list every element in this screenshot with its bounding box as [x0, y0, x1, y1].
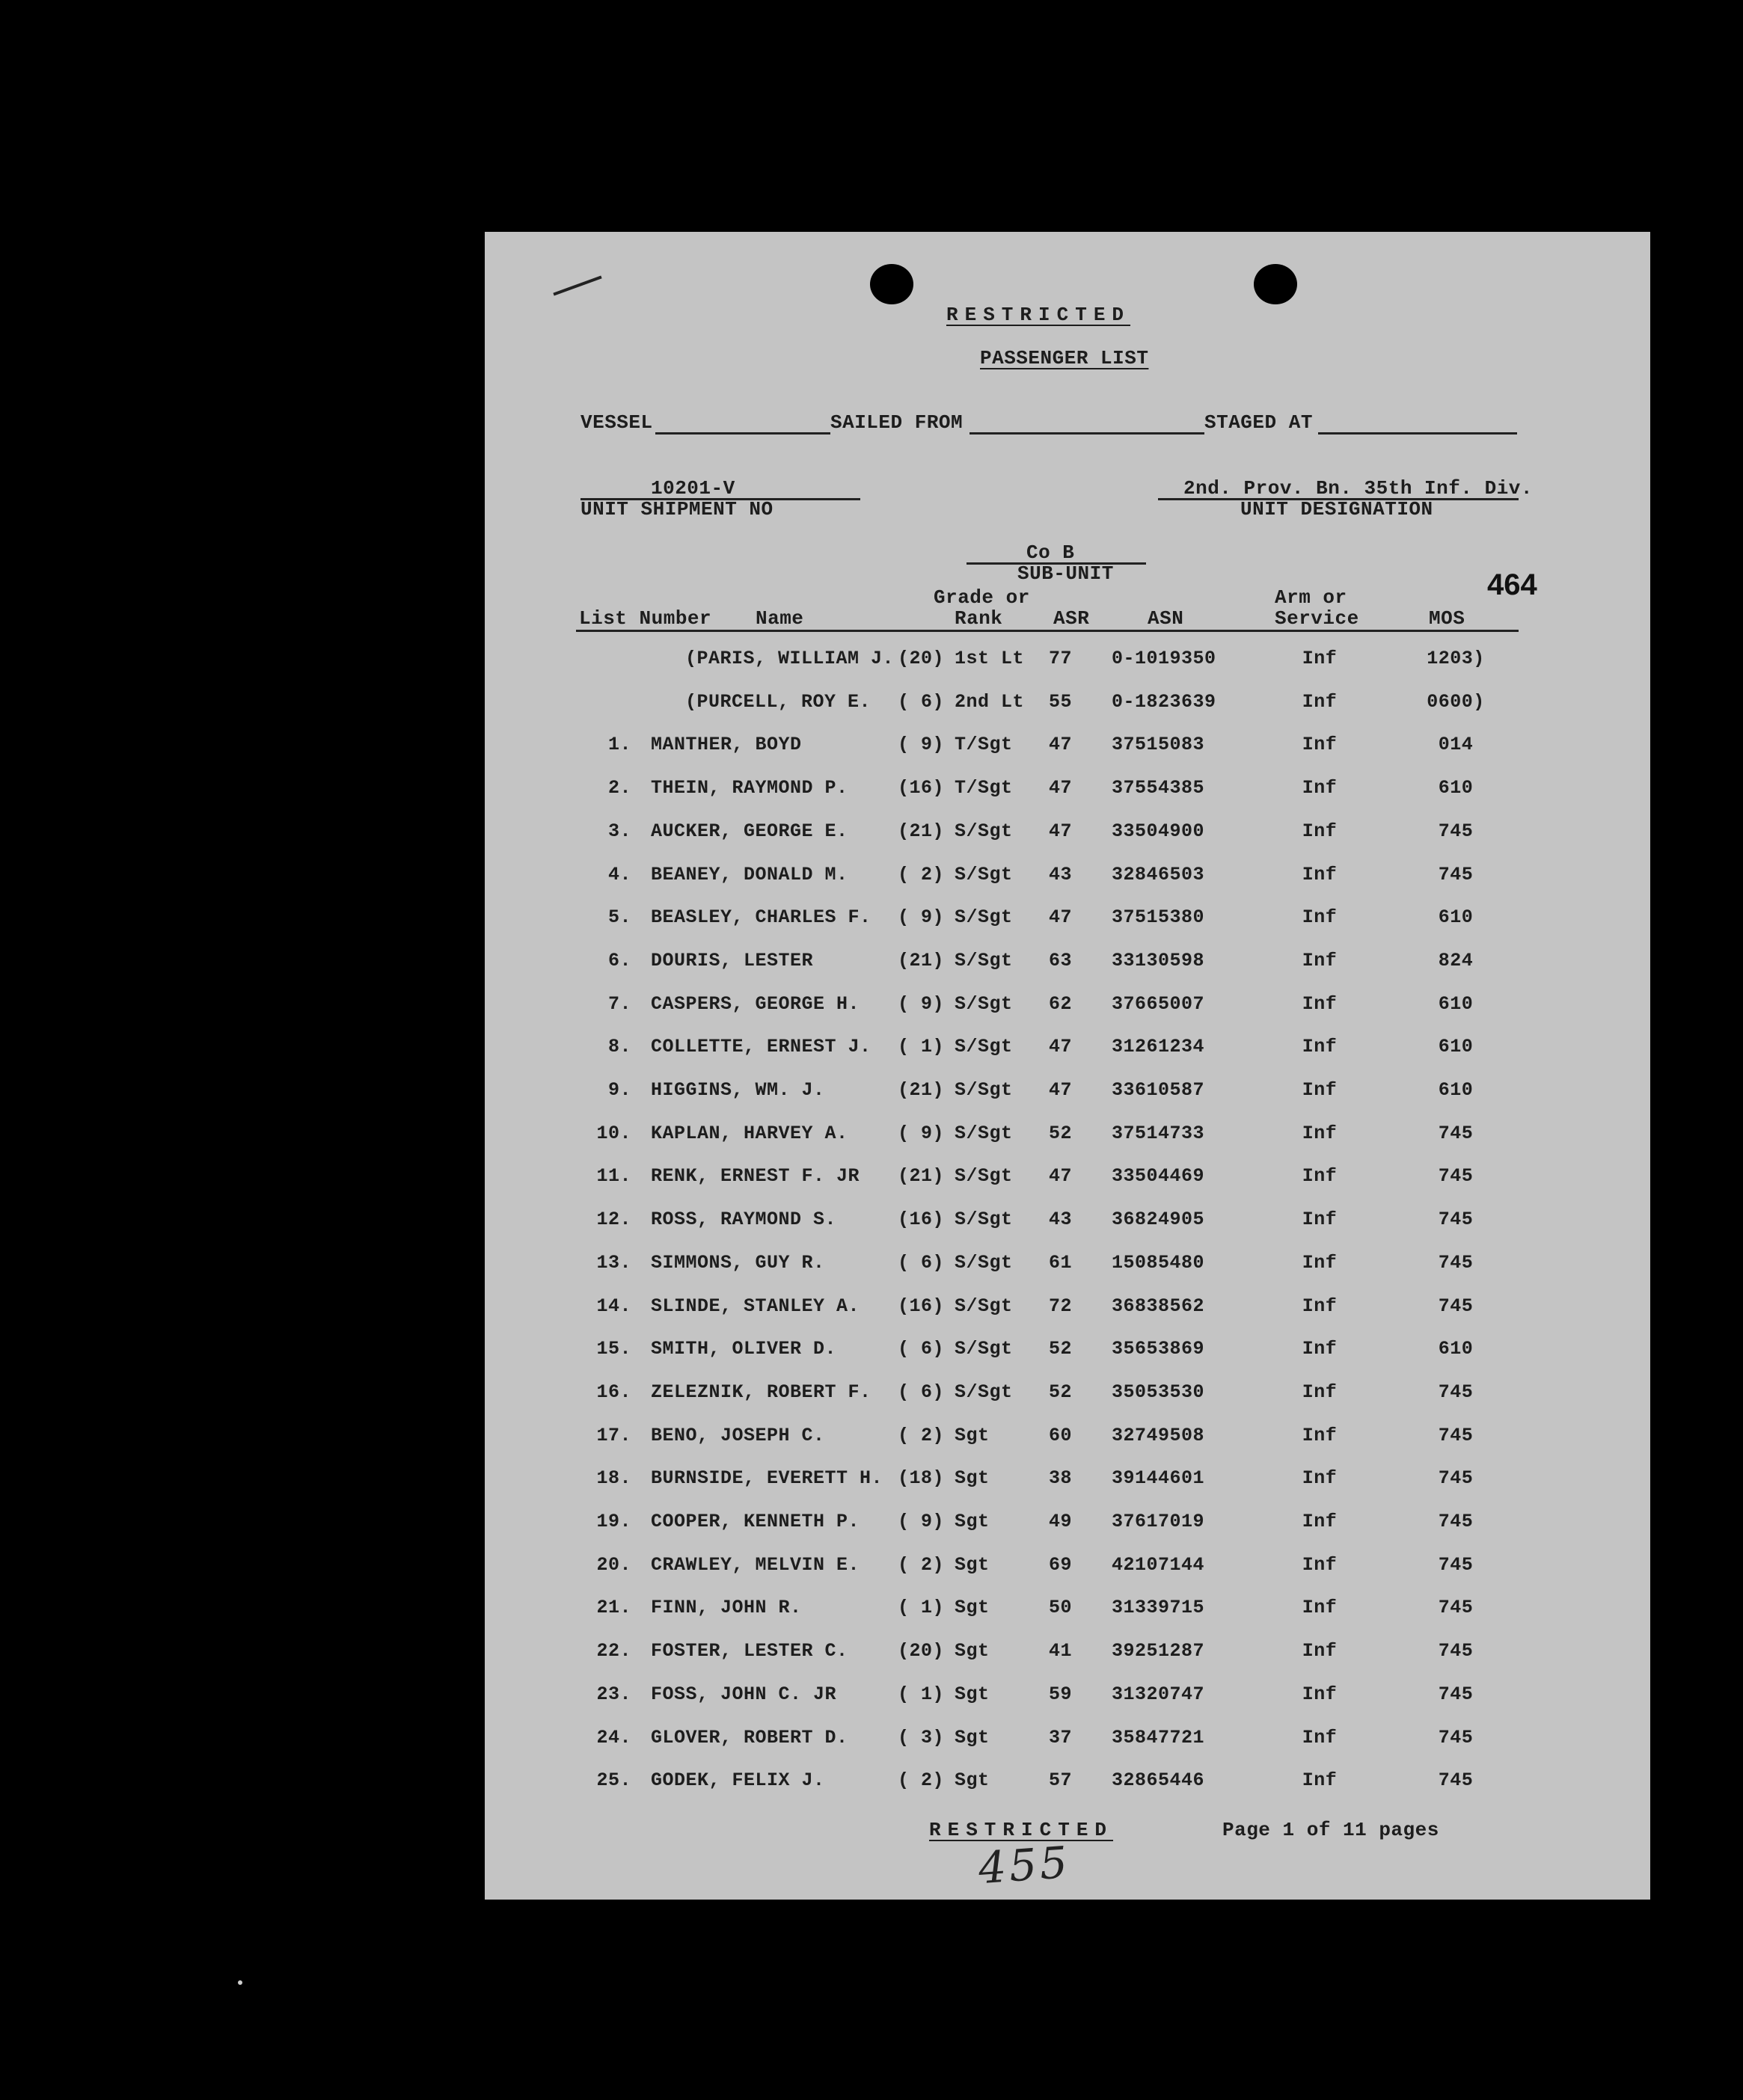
mos-value: 745	[1438, 1424, 1474, 1446]
unit-designation-label: UNIT DESIGNATION	[1240, 498, 1433, 521]
page-info: Page 1 of 11 pages	[1222, 1819, 1439, 1841]
asn-value: 32865446	[1112, 1769, 1205, 1792]
group-code: ( 2)	[898, 1553, 945, 1576]
asn-value: 36838562	[1112, 1295, 1205, 1317]
grade-rank: S/Sgt	[955, 1295, 1013, 1317]
asn-value: 42107144	[1112, 1553, 1205, 1576]
list-number: 4.	[607, 863, 631, 885]
arm-service: Inf	[1302, 1036, 1338, 1058]
list-number: 10.	[596, 1122, 631, 1144]
stray-mark	[553, 275, 601, 295]
list-number: 18.	[596, 1467, 631, 1490]
asr-value: 52	[1049, 1122, 1073, 1144]
grade-rank: Sgt	[955, 1683, 990, 1705]
punch-hole-left	[870, 264, 913, 304]
arm-service: Inf	[1302, 863, 1338, 885]
subunit-label: SUB-UNIT	[1017, 562, 1114, 585]
grade-rank: Sgt	[955, 1467, 990, 1490]
col-mos: MOS	[1429, 607, 1465, 630]
grade-rank: S/Sgt	[955, 1079, 1013, 1101]
col-arm-line1: Arm or	[1275, 586, 1347, 609]
group-code: (18)	[898, 1467, 945, 1490]
grade-rank: S/Sgt	[955, 1036, 1013, 1058]
grade-rank: S/Sgt	[955, 1338, 1013, 1360]
mos-value: 610	[1438, 1036, 1474, 1058]
group-code: ( 9)	[898, 906, 945, 929]
arm-service: Inf	[1302, 1122, 1338, 1144]
passenger-name: CRAWLEY, MELVIN E.	[651, 1553, 860, 1576]
asr-value: 69	[1049, 1553, 1073, 1576]
grade-rank: S/Sgt	[955, 820, 1013, 842]
mos-value: 745	[1438, 1381, 1474, 1403]
film-speck	[238, 1980, 242, 1985]
mos-value: 745	[1438, 1251, 1474, 1274]
asr-value: 47	[1049, 1079, 1073, 1101]
staged-at-blank	[1318, 432, 1517, 435]
arm-service: Inf	[1302, 777, 1338, 799]
mos-value: 610	[1438, 906, 1474, 929]
arm-service: Inf	[1302, 1424, 1338, 1446]
list-number: 23.	[596, 1683, 631, 1705]
handwritten-number: 455	[976, 1836, 1072, 1894]
col-name: Name	[756, 607, 804, 630]
passenger-name: GLOVER, ROBERT D.	[651, 1726, 848, 1749]
passenger-name: AUCKER, GEORGE E.	[651, 820, 848, 842]
passenger-name: SLINDE, STANLEY A.	[651, 1295, 860, 1317]
asr-value: 52	[1049, 1381, 1073, 1403]
asr-value: 47	[1049, 1036, 1073, 1058]
col-grade-line1: Grade or	[934, 586, 1030, 609]
grade-rank: S/Sgt	[955, 1165, 1013, 1188]
arm-service: Inf	[1302, 1209, 1338, 1231]
asn-value: 31261234	[1112, 1036, 1205, 1058]
asn-value: 31339715	[1112, 1597, 1205, 1619]
mos-value: 745	[1438, 1640, 1474, 1662]
passenger-name: FINN, JOHN R.	[651, 1597, 802, 1619]
grade-rank: S/Sgt	[955, 949, 1013, 971]
mos-value: 745	[1438, 1295, 1474, 1317]
sailed-from-label: SAILED FROM	[830, 411, 964, 434]
group-code: ( 2)	[898, 1769, 945, 1792]
arm-service: Inf	[1302, 820, 1338, 842]
list-number: 8.	[607, 1036, 631, 1058]
asr-value: 49	[1049, 1511, 1073, 1532]
asr-value: 61	[1049, 1251, 1073, 1274]
list-number: 12.	[596, 1209, 631, 1231]
list-number: 5.	[607, 906, 631, 929]
arm-service: Inf	[1302, 906, 1338, 929]
passenger-name: ROSS, RAYMOND S.	[651, 1209, 837, 1231]
asr-value: 43	[1049, 1209, 1073, 1231]
passenger-name: GODEK, FELIX J.	[651, 1769, 825, 1792]
arm-service: Inf	[1302, 1640, 1338, 1662]
arm-service: Inf	[1302, 1338, 1338, 1360]
mos-value: 745	[1438, 1165, 1474, 1188]
grade-rank: Sgt	[955, 1553, 990, 1576]
grade-rank: Sgt	[955, 1640, 990, 1662]
grade-rank: S/Sgt	[955, 1381, 1013, 1403]
passenger-name: FOSS, JOHN C. JR	[651, 1683, 837, 1705]
group-code: ( 1)	[898, 1036, 945, 1058]
list-number: 14.	[596, 1295, 631, 1317]
document-title: PASSENGER LIST	[980, 347, 1149, 369]
mos-value: 745	[1438, 1511, 1474, 1532]
grade-rank: Sgt	[955, 1769, 990, 1792]
grade-rank: S/Sgt	[955, 906, 1013, 929]
grade-rank: S/Sgt	[955, 863, 1013, 885]
arm-service: Inf	[1302, 1683, 1338, 1705]
group-code: ( 6)	[898, 1381, 945, 1403]
list-number: 20.	[596, 1553, 631, 1576]
asn-value: 33130598	[1112, 949, 1205, 971]
asr-value: 41	[1049, 1640, 1073, 1662]
grade-rank: 1st Lt	[955, 648, 1025, 669]
col-asn: ASN	[1148, 607, 1184, 630]
group-code: ( 3)	[898, 1726, 945, 1749]
grade-rank: S/Sgt	[955, 1251, 1013, 1274]
group-code: ( 9)	[898, 734, 945, 756]
asr-value: 37	[1049, 1726, 1073, 1749]
arm-service: Inf	[1302, 1381, 1338, 1403]
group-code: ( 9)	[898, 992, 945, 1015]
passenger-name: (PURCELL, ROY E.	[685, 690, 872, 713]
group-code: (21)	[898, 820, 945, 842]
col-list-number: List Number	[579, 607, 712, 630]
asn-value: 15085480	[1112, 1251, 1205, 1274]
asn-value: 31320747	[1112, 1683, 1205, 1705]
asn-value: 0-1019350	[1112, 648, 1216, 669]
list-number: 9.	[607, 1079, 631, 1101]
list-number: 25.	[596, 1769, 631, 1792]
asr-value: 57	[1049, 1769, 1073, 1792]
group-code: ( 6)	[898, 690, 945, 713]
mos-value: 745	[1438, 863, 1474, 885]
asn-value: 35053530	[1112, 1381, 1205, 1403]
unit-designation-value: 2nd. Prov. Bn. 35th Inf. Div.	[1183, 477, 1533, 500]
passenger-name: BEANEY, DONALD M.	[651, 863, 848, 885]
stamp-number: 464	[1487, 568, 1537, 601]
arm-service: Inf	[1302, 1726, 1338, 1749]
list-number: 1.	[607, 734, 631, 756]
group-code: ( 6)	[898, 1338, 945, 1360]
mos-value: 745	[1438, 1553, 1474, 1576]
asr-value: 43	[1049, 863, 1073, 885]
mos-value: 014	[1438, 734, 1474, 756]
group-code: ( 9)	[898, 1122, 945, 1144]
group-code: (20)	[898, 648, 945, 669]
mos-value: 610	[1438, 1338, 1474, 1360]
arm-service: Inf	[1302, 992, 1338, 1015]
shipment-no-label: UNIT SHIPMENT NO	[581, 498, 774, 521]
col-grade-line2: Rank	[955, 607, 1003, 630]
grade-rank: S/Sgt	[955, 1122, 1013, 1144]
arm-service: Inf	[1302, 1467, 1338, 1490]
passenger-name: BURNSIDE, EVERETT H.	[651, 1467, 883, 1490]
asr-value: 38	[1049, 1467, 1073, 1490]
vessel-label: VESSEL	[581, 411, 653, 434]
grade-rank: 2nd Lt	[955, 690, 1025, 713]
mos-value: 745	[1438, 1209, 1474, 1231]
mos-value: 745	[1438, 1467, 1474, 1490]
group-code: ( 1)	[898, 1683, 945, 1705]
asr-value: 50	[1049, 1597, 1073, 1619]
passenger-name: CASPERS, GEORGE H.	[651, 992, 860, 1015]
asn-value: 0-1823639	[1112, 690, 1216, 713]
arm-service: Inf	[1302, 690, 1338, 713]
passenger-name: KAPLAN, HARVEY A.	[651, 1122, 848, 1144]
grade-rank: Sgt	[955, 1511, 990, 1532]
asn-value: 37554385	[1112, 777, 1205, 799]
grade-rank: Sgt	[955, 1597, 990, 1619]
mos-value: 0600)	[1427, 690, 1485, 713]
group-code: ( 2)	[898, 863, 945, 885]
staged-at-label: STAGED AT	[1204, 411, 1313, 434]
asr-value: 47	[1049, 1165, 1073, 1188]
passenger-name: DOURIS, LESTER	[651, 949, 814, 971]
passenger-name: FOSTER, LESTER C.	[651, 1640, 848, 1662]
mos-value: 610	[1438, 1079, 1474, 1101]
list-number: 3.	[607, 820, 631, 842]
group-code: ( 9)	[898, 1511, 945, 1532]
arm-service: Inf	[1302, 1769, 1338, 1792]
vessel-blank	[655, 432, 830, 435]
arm-service: Inf	[1302, 1511, 1338, 1532]
list-number: 2.	[607, 777, 631, 799]
asr-value: 47	[1049, 820, 1073, 842]
mos-value: 610	[1438, 992, 1474, 1015]
asr-value: 60	[1049, 1424, 1073, 1446]
arm-service: Inf	[1302, 949, 1338, 971]
group-code: (21)	[898, 1165, 945, 1188]
sailed-from-blank	[969, 432, 1204, 435]
asn-value: 36824905	[1112, 1209, 1205, 1231]
mos-value: 824	[1438, 949, 1474, 971]
col-asr: ASR	[1053, 607, 1090, 630]
asr-value: 59	[1049, 1683, 1073, 1705]
group-code: (21)	[898, 1079, 945, 1101]
document-page	[485, 232, 1650, 1900]
list-number: 19.	[596, 1511, 631, 1532]
list-number: 22.	[596, 1640, 631, 1662]
group-code: ( 1)	[898, 1597, 945, 1619]
passenger-name: MANTHER, BOYD	[651, 734, 802, 756]
subunit-value: Co B	[1026, 541, 1075, 564]
grade-rank: S/Sgt	[955, 992, 1013, 1015]
arm-service: Inf	[1302, 1295, 1338, 1317]
asn-value: 39144601	[1112, 1467, 1205, 1490]
list-number: 13.	[596, 1251, 631, 1274]
mos-value: 745	[1438, 1122, 1474, 1144]
shipment-no-value: 10201-V	[651, 477, 735, 500]
restricted-footer: RESTRICTED	[929, 1819, 1114, 1841]
group-code: (16)	[898, 777, 945, 799]
mos-value: 745	[1438, 820, 1474, 842]
list-number: 16.	[596, 1381, 631, 1403]
group-code: (20)	[898, 1640, 945, 1662]
mos-value: 745	[1438, 1597, 1474, 1619]
arm-service: Inf	[1302, 734, 1338, 756]
passenger-name: RENK, ERNEST F. JR	[651, 1165, 860, 1188]
mos-value: 745	[1438, 1683, 1474, 1705]
passenger-name: (PARIS, WILLIAM J.	[685, 648, 895, 669]
list-number: 15.	[596, 1338, 631, 1360]
grade-rank: T/Sgt	[955, 777, 1013, 799]
grade-rank: Sgt	[955, 1424, 990, 1446]
asr-value: 77	[1049, 648, 1073, 669]
asn-value: 33610587	[1112, 1079, 1205, 1101]
asn-value: 33504469	[1112, 1165, 1205, 1188]
header-rule	[576, 630, 1519, 632]
passenger-name: BEASLEY, CHARLES F.	[651, 906, 872, 929]
mos-value: 745	[1438, 1726, 1474, 1749]
arm-service: Inf	[1302, 1251, 1338, 1274]
mos-value: 610	[1438, 777, 1474, 799]
group-code: (16)	[898, 1209, 945, 1231]
asr-value: 52	[1049, 1338, 1073, 1360]
restricted-header: RESTRICTED	[946, 304, 1131, 326]
asr-value: 47	[1049, 777, 1073, 799]
asr-value: 62	[1049, 992, 1073, 1015]
asn-value: 35847721	[1112, 1726, 1205, 1749]
grade-rank: S/Sgt	[955, 1209, 1013, 1231]
asn-value: 32749508	[1112, 1424, 1205, 1446]
asn-value: 37617019	[1112, 1511, 1205, 1532]
group-code: (16)	[898, 1295, 945, 1317]
asr-value: 72	[1049, 1295, 1073, 1317]
list-number: 6.	[607, 949, 631, 971]
passenger-name: COOPER, KENNETH P.	[651, 1511, 860, 1532]
list-number: 11.	[596, 1165, 631, 1188]
asn-value: 37514733	[1112, 1122, 1205, 1144]
group-code: (21)	[898, 949, 945, 971]
asr-value: 63	[1049, 949, 1073, 971]
passenger-name: ZELEZNIK, ROBERT F.	[651, 1381, 872, 1403]
col-arm-line2: Service	[1275, 607, 1359, 630]
asr-value: 55	[1049, 690, 1073, 713]
group-code: ( 6)	[898, 1251, 945, 1274]
passenger-name: SIMMONS, GUY R.	[651, 1251, 825, 1274]
list-number: 24.	[596, 1726, 631, 1749]
list-number: 17.	[596, 1424, 631, 1446]
asn-value: 37665007	[1112, 992, 1205, 1015]
asn-value: 32846503	[1112, 863, 1205, 885]
asn-value: 37515083	[1112, 734, 1205, 756]
group-code: ( 2)	[898, 1424, 945, 1446]
arm-service: Inf	[1302, 1079, 1338, 1101]
asn-value: 39251287	[1112, 1640, 1205, 1662]
passenger-name: SMITH, OLIVER D.	[651, 1338, 837, 1360]
arm-service: Inf	[1302, 648, 1338, 669]
arm-service: Inf	[1302, 1597, 1338, 1619]
grade-rank: T/Sgt	[955, 734, 1013, 756]
punch-hole-right	[1254, 264, 1297, 304]
list-number: 7.	[607, 992, 631, 1015]
passenger-name: COLLETTE, ERNEST J.	[651, 1036, 872, 1058]
passenger-name: HIGGINS, WM. J.	[651, 1079, 825, 1101]
mos-value: 745	[1438, 1769, 1474, 1792]
list-number: 21.	[596, 1597, 631, 1619]
passenger-name: THEIN, RAYMOND P.	[651, 777, 848, 799]
arm-service: Inf	[1302, 1165, 1338, 1188]
asr-value: 47	[1049, 906, 1073, 929]
passenger-name: BENO, JOSEPH C.	[651, 1424, 825, 1446]
asn-value: 33504900	[1112, 820, 1205, 842]
asn-value: 37515380	[1112, 906, 1205, 929]
asr-value: 47	[1049, 734, 1073, 756]
mos-value: 1203)	[1427, 648, 1485, 669]
asn-value: 35653869	[1112, 1338, 1205, 1360]
arm-service: Inf	[1302, 1553, 1338, 1576]
grade-rank: Sgt	[955, 1726, 990, 1749]
